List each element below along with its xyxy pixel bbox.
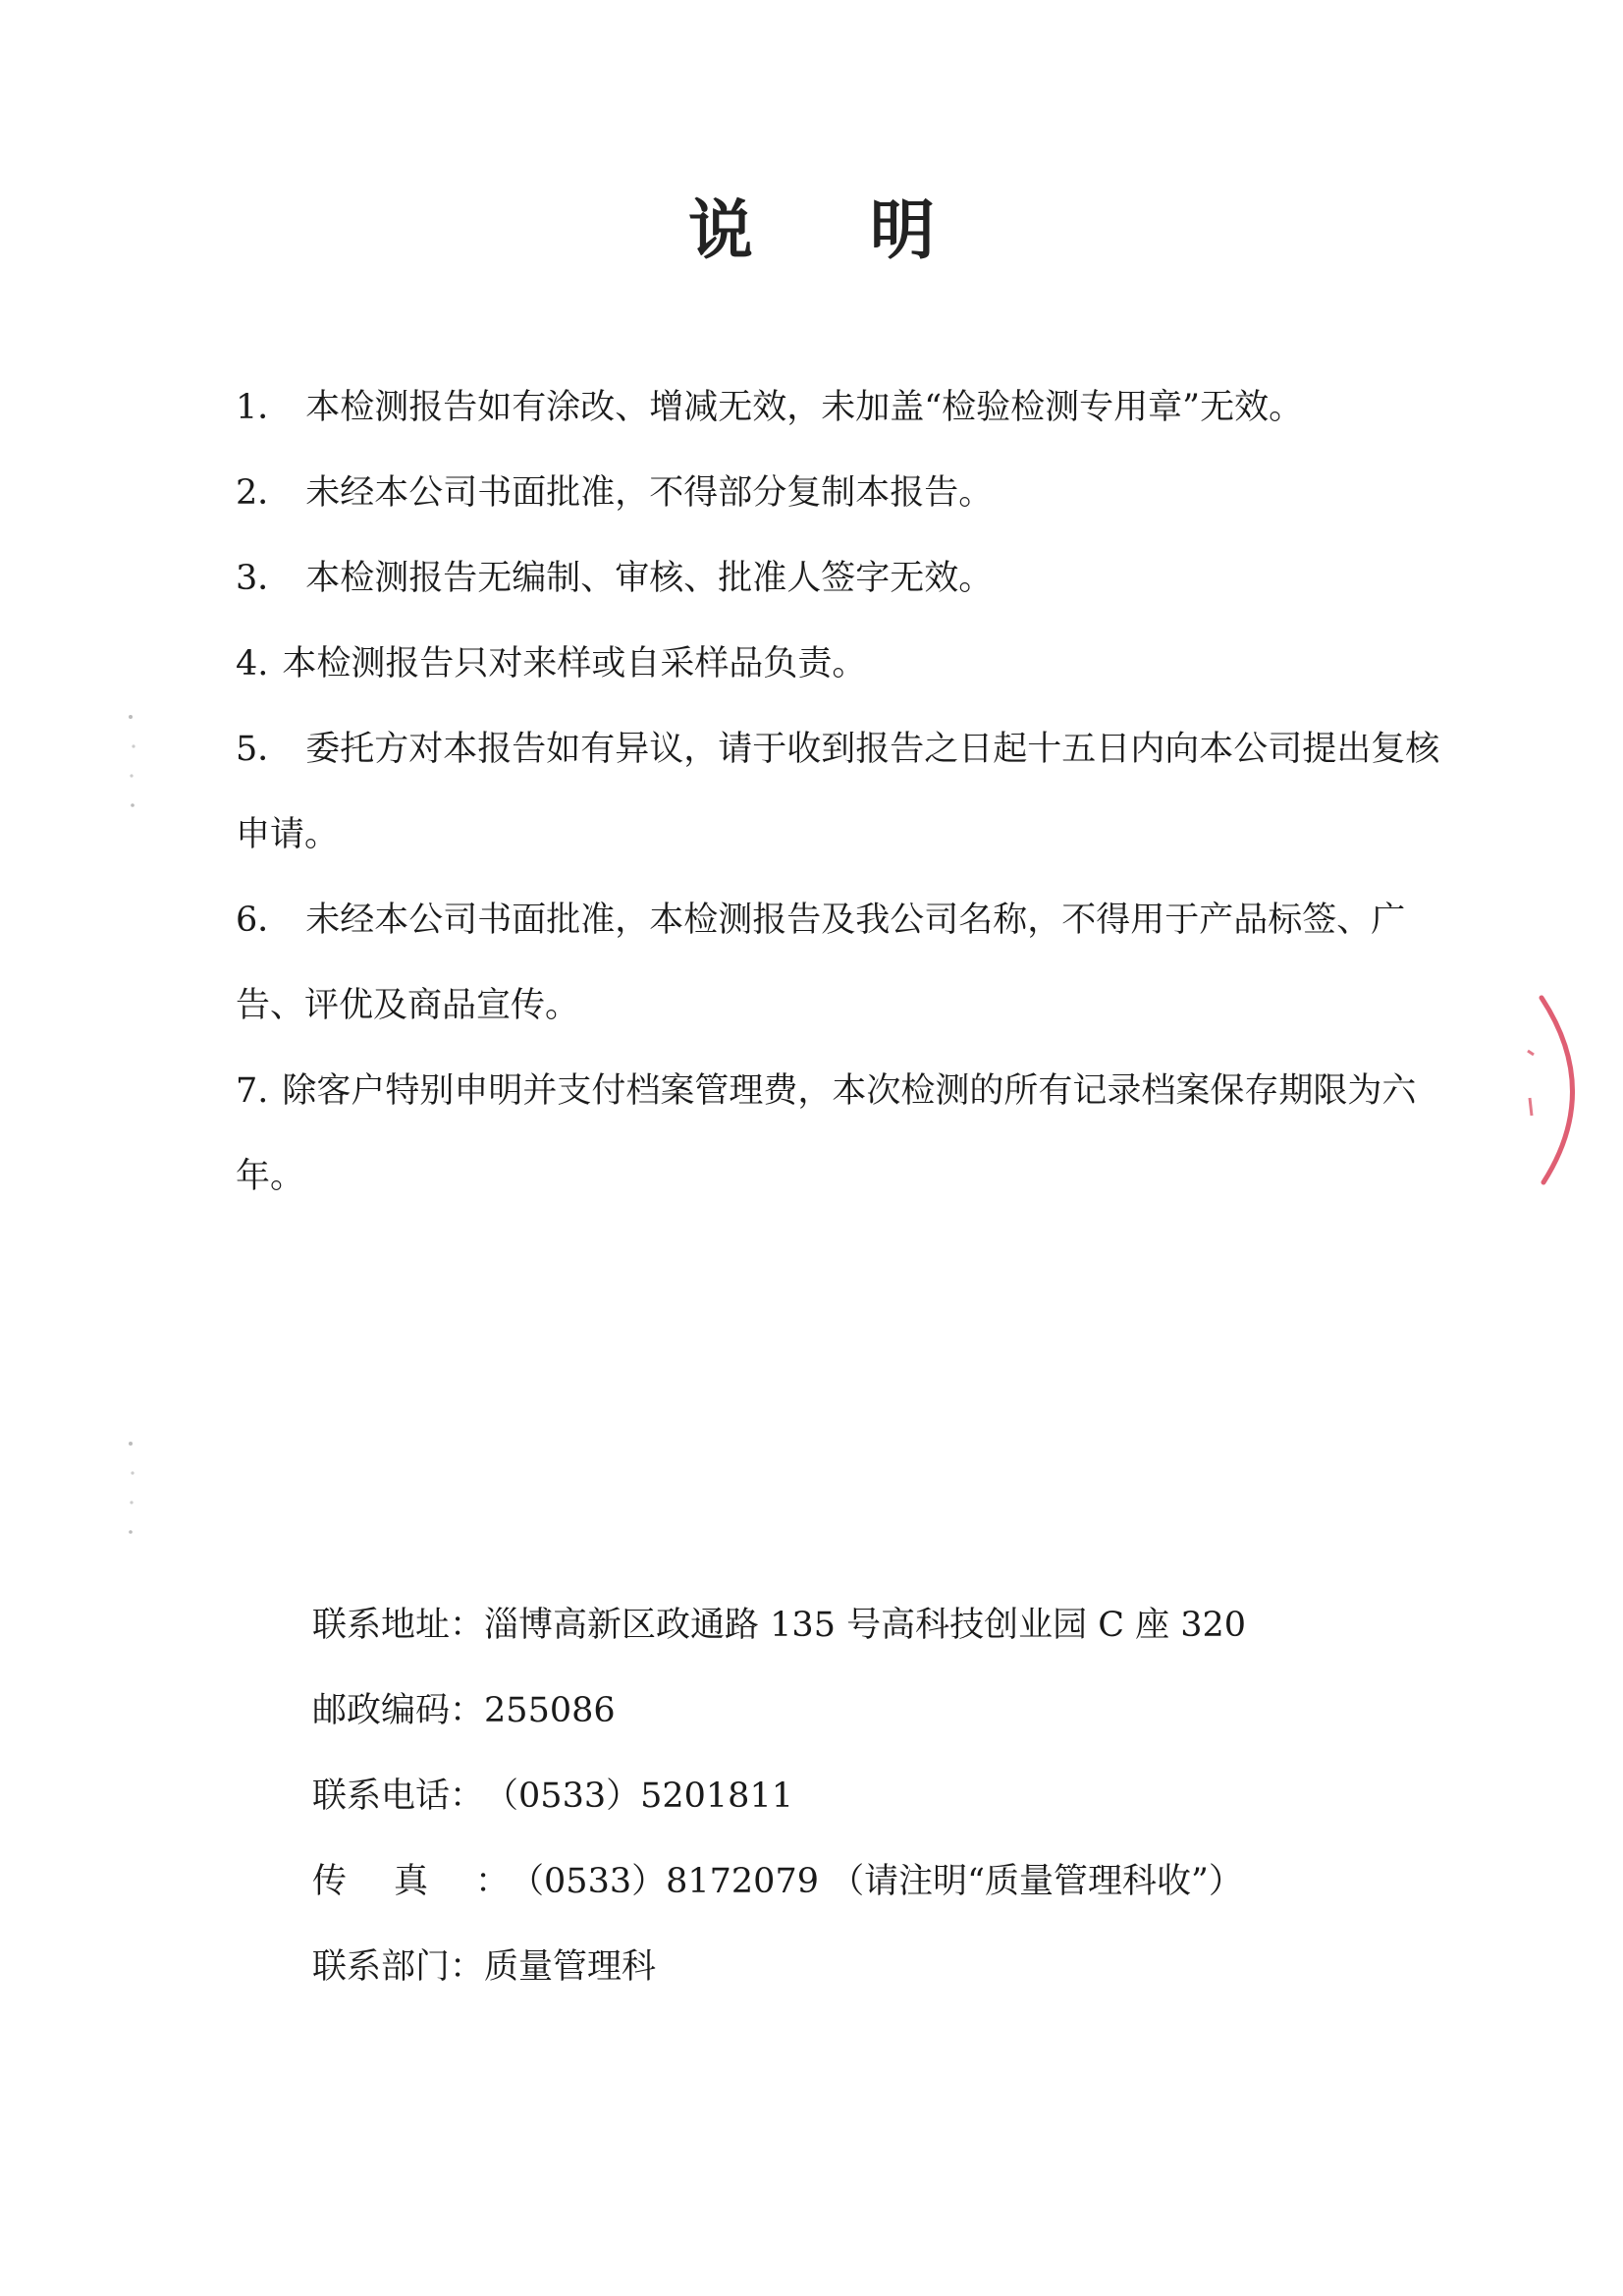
note-text: 除客户特别申明并支付档案管理费，本次检测的所有记录档案保存期限为六年。 xyxy=(236,1071,1417,1196)
note-text: 本检测报告无编制、审核、批准人签字无效。 xyxy=(305,559,994,598)
contact-value: 255086 xyxy=(484,1691,616,1730)
note-text: 本检测报告如有涂改、增减无效，未加盖“检验检测专用章”无效。 xyxy=(305,388,1304,427)
contact-postcode xyxy=(312,1668,1392,1754)
note-item-3 xyxy=(236,536,1453,622)
contact-separator: ： xyxy=(450,1777,485,1816)
note-text: 委托方对本报告如有异议，请于收到报告之日起十五日内向本公司提出复核申请。 xyxy=(236,730,1440,854)
notes-list xyxy=(236,365,1453,1220)
contact-value: 淄博高新区政通路 135 号高科技创业园 C 座 320 xyxy=(484,1606,1247,1645)
note-item-2 xyxy=(236,451,1453,536)
note-item-7 xyxy=(236,1049,1453,1220)
note-text: 未经本公司书面批准，本检测报告及我公司名称，不得用于产品标签、广告、评优及商品宣传。 xyxy=(236,901,1406,1025)
contact-separator: ： xyxy=(450,1691,485,1730)
note-number: 4. xyxy=(236,644,269,683)
contact-label: 联系部门 xyxy=(312,1947,451,1987)
contact-label: 邮政编码 xyxy=(312,1691,451,1730)
contact-department xyxy=(312,1925,1392,2010)
contact-address xyxy=(312,1583,1392,1668)
note-number: 7. xyxy=(236,1071,269,1111)
contact-label: 传真 xyxy=(312,1862,476,1901)
contact-value: 质量管理科 xyxy=(484,1947,657,1987)
note-item-5 xyxy=(236,707,1453,878)
note-number: 2． xyxy=(236,473,293,513)
scan-mark-icon xyxy=(116,707,145,825)
note-text: 本检测报告只对来样或自采样品负责。 xyxy=(282,644,867,683)
contact-separator: ： xyxy=(450,1606,485,1645)
note-text: 未经本公司书面批准，不得部分复制本报告。 xyxy=(305,473,994,513)
contact-separator: ： xyxy=(450,1947,485,1987)
contact-value: （0533）8172079 （请注明“质量管理科收”） xyxy=(510,1862,1243,1901)
contact-value: （0533）5201811 xyxy=(484,1777,793,1816)
note-item-4 xyxy=(236,622,1453,707)
note-number: 1． xyxy=(236,388,293,427)
contact-label: 联系地址 xyxy=(312,1606,451,1645)
contact-fax xyxy=(312,1839,1392,1925)
scan-mark-icon xyxy=(116,1434,145,1552)
contact-label: 联系电话 xyxy=(312,1777,451,1816)
page-title: 说 明 xyxy=(688,192,982,268)
contact-info xyxy=(312,1583,1392,2010)
note-number: 3． xyxy=(236,559,293,598)
note-number: 6． xyxy=(236,901,293,940)
seal-stamp-icon xyxy=(1512,992,1600,1188)
note-item-1 xyxy=(236,365,1453,451)
contact-separator: ： xyxy=(475,1862,511,1901)
contact-phone xyxy=(312,1754,1392,1839)
note-item-6 xyxy=(236,878,1453,1049)
note-number: 5． xyxy=(236,730,293,769)
